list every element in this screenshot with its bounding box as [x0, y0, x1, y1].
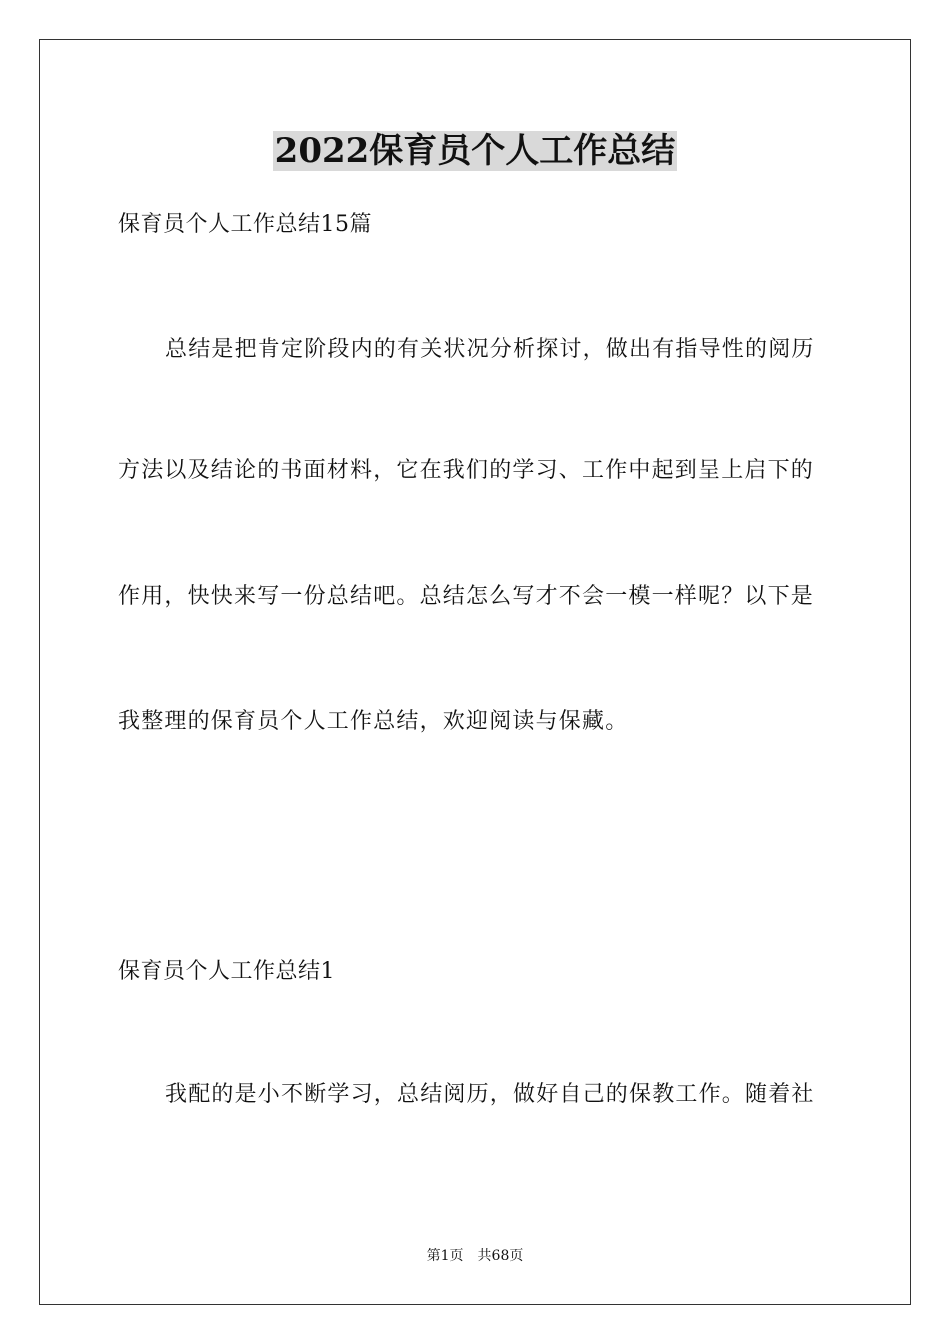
- document-title: [0, 128, 950, 174]
- intro-paragraph-line: 我整理的保育员个人工作总结，欢迎阅读与保藏。: [118, 709, 629, 734]
- intro-paragraph-line: 方法以及结论的书面材料，它在我们的学习、工作中起到呈上启下的: [118, 458, 815, 483]
- page-total: 共68页: [477, 1248, 524, 1264]
- document-subtitle: 保育员个人工作总结15篇: [118, 212, 372, 237]
- section-body-line: 我配的是小不断学习，总结阅历，做好自己的保教工作。随着社: [165, 1082, 815, 1107]
- intro-paragraph-line: 作用，快快来写一份总结吧。总结怎么写才不会一模一样呢？以下是: [118, 584, 815, 609]
- intro-paragraph-line: 总结是把肯定阶段内的有关状况分析探讨，做出有指导性的阅历: [165, 337, 815, 362]
- page-footer: [0, 1246, 950, 1266]
- document-title-text: 2022保育员个人工作总结: [274, 131, 676, 171]
- section-heading: 保育员个人工作总结1: [118, 959, 335, 984]
- page-number: 第1页: [426, 1248, 464, 1264]
